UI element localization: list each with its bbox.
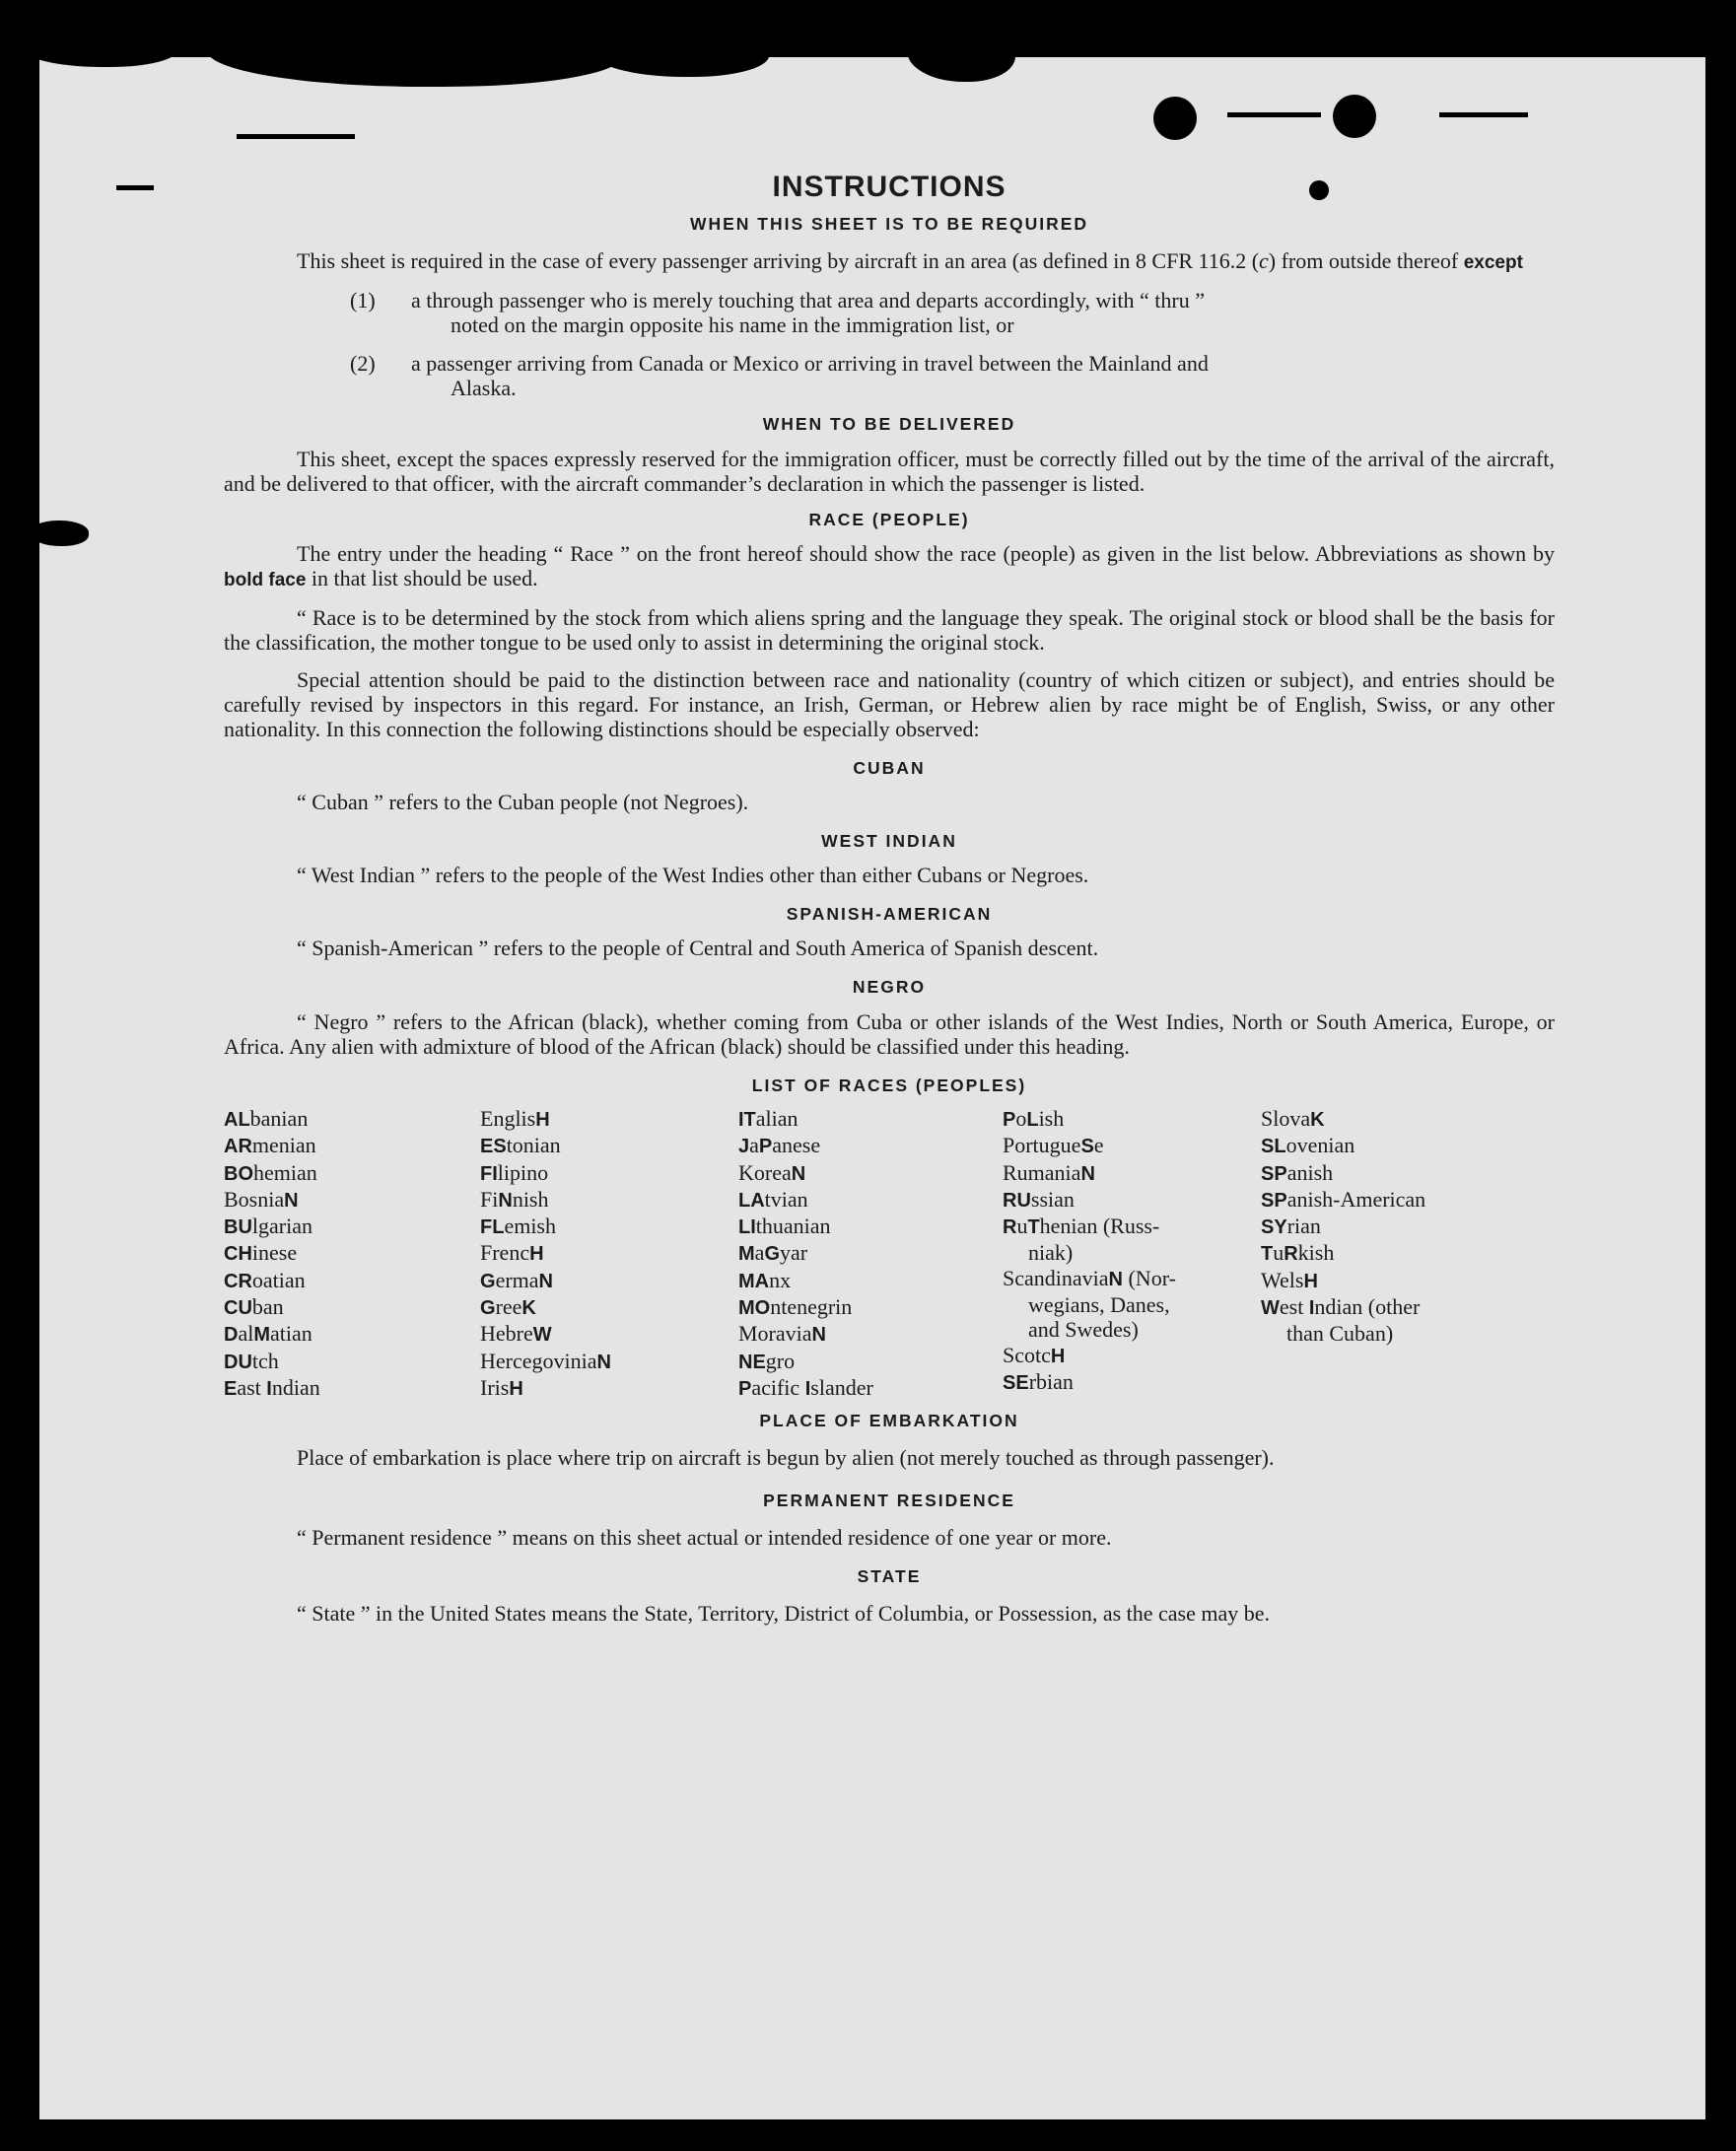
race-entry: FLemish	[480, 1214, 556, 1239]
race-entry: Pacific Islander	[738, 1374, 873, 1400]
heading-west-indian: WEST INDIAN	[821, 831, 957, 851]
race-entry: CRoatian	[224, 1267, 306, 1292]
race-entry: LAtvian	[738, 1186, 808, 1212]
races-column	[1003, 1106, 1261, 1402]
race-entry: RumaniaN	[1003, 1159, 1095, 1185]
embarkation-text: Place of embarkation is place where trip on aircraft is begun by alien (not merely touched as through passenger).	[297, 1445, 1275, 1471]
torn-edge	[116, 185, 154, 190]
race-entry: HercegoviniaN	[480, 1348, 611, 1373]
race-entry: SYrian	[1261, 1214, 1321, 1239]
races-column	[224, 1106, 480, 1402]
race-entry: SlovaK	[1261, 1106, 1325, 1131]
race-entry: PortugueSe	[1003, 1133, 1104, 1158]
race-entry: MoraviaN	[738, 1321, 826, 1347]
race-entry: NEgro	[738, 1348, 796, 1373]
races-list	[224, 1106, 1555, 1402]
race-entry: LIthuanian	[738, 1214, 831, 1239]
race-entry: TuRkish	[1261, 1240, 1335, 1266]
exception-item-2: (2) a passenger arriving from Canada or Mexico or arriving in travel between the Mainland and Alaska.	[350, 351, 1209, 400]
race-entry: KoreaN	[738, 1159, 806, 1185]
west-indian-text: “ West Indian ” refers to the people of the West Indies other than either Cubans or Negroes.	[297, 863, 1089, 887]
race-entry: IrisH	[480, 1374, 523, 1400]
race-entry: FiNnish	[480, 1186, 549, 1212]
race-entry: BosniaN	[224, 1186, 299, 1212]
race-paragraph-1: The entry under the heading “ Race ” on the front hereof should show the race (people) as given in the list below. Abbreviations as shown by bold face in that list should be used.	[224, 541, 1555, 590]
race-entry: GermaN	[480, 1267, 553, 1292]
race-entry: BUlgarian	[224, 1214, 312, 1239]
heading-when-delivered: WHEN TO BE DELIVERED	[762, 414, 1016, 434]
document-sheet	[39, 57, 1705, 2119]
race-entry: SLovenian	[1261, 1133, 1355, 1158]
race-entry: BOhemian	[224, 1159, 317, 1185]
race-entry: JaPanese	[738, 1133, 821, 1158]
torn-edge	[1439, 112, 1528, 117]
race-entry: SPanish	[1261, 1159, 1334, 1185]
race-entry: EStonian	[480, 1133, 561, 1158]
race-entry: SPanish-American	[1261, 1186, 1426, 1212]
race-entry: ScandinaviaN (Nor- wegians, Danes, and Swedes)	[1003, 1265, 1176, 1343]
torn-edge	[237, 134, 355, 139]
race-entry: EnglisH	[480, 1106, 550, 1131]
heading-negro: NEGRO	[852, 977, 927, 997]
exception-item-1: (1) a through passenger who is merely touching that area and departs accordingly, with “ thru ” noted on the margin opposite his name in the immigration list, or	[350, 288, 1205, 337]
torn-edge	[39, 520, 89, 546]
race-entry: CHinese	[224, 1240, 298, 1266]
race-entry: HebreW	[480, 1321, 552, 1347]
cuban-text: “ Cuban ” refers to the Cuban people (not Negroes).	[297, 790, 749, 814]
heading-state: STATE	[857, 1566, 922, 1587]
torn-edge	[907, 57, 1015, 82]
race-entry: MAnx	[738, 1267, 792, 1292]
race-entry: East Indian	[224, 1374, 320, 1400]
delivered-text: This sheet, except the spaces expressly reserved for the immigration officer, must be correctly filled out by the time of the arrival of the aircraft, and be delivered to that officer, with the aircraft commander’s declaration in which the passenger is listed.	[224, 447, 1555, 496]
race-entry: MOntenegrin	[738, 1294, 853, 1320]
race-entry: ScotcH	[1003, 1342, 1066, 1367]
race-entry: ALbanian	[224, 1106, 309, 1131]
torn-edge	[207, 57, 621, 87]
race-entry: CUban	[224, 1294, 284, 1320]
page-title: INSTRUCTIONS	[772, 171, 1007, 203]
race-entry: DUtch	[224, 1348, 279, 1373]
negro-text: “ Negro ” refers to the African (black), whether coming from Cuba or other islands of the West Indies, North or South America, Europe, or Africa. Any alien with admixture of blood of the African (black) should be classified under this heading.	[224, 1009, 1555, 1059]
race-entry: West Indian (other than Cuban)	[1261, 1294, 1421, 1347]
required-intro: This sheet is required in the case of every passenger arriving by aircraft in an area (as defined in 8 CFR 116.2 (c) from outside thereof except	[297, 248, 1523, 273]
race-entry: ITalian	[738, 1106, 799, 1131]
heading-cuban: CUBAN	[853, 758, 926, 778]
residence-text: “ Permanent residence ” means on this sheet actual or intended residence of one year or more.	[297, 1525, 1112, 1551]
race-entry: WelsH	[1261, 1267, 1318, 1292]
race-entry: DalMatian	[224, 1321, 312, 1347]
heading-embarkation: PLACE OF EMBARKATION	[759, 1411, 1019, 1431]
races-column	[480, 1106, 738, 1402]
torn-edge	[1227, 112, 1321, 117]
race-entry: GreeK	[480, 1294, 536, 1320]
race-entry: FrencH	[480, 1240, 544, 1266]
race-entry: SErbian	[1003, 1368, 1074, 1394]
race-paragraph-3: Special attention should be paid to the distinction between race and nationality (country of which citizen or subject), and entries should be carefully revised by inspectors in this regard. For instance, an Irish, German, or Hebrew alien by race might be of English, Swiss, or any other nationality. In this connection the following distinctions should be especially observed:	[224, 667, 1555, 741]
heading-permanent-residence: PERMANENT RESIDENCE	[763, 1491, 1015, 1511]
instructions-content	[224, 168, 1555, 1626]
race-entry: FIlipino	[480, 1159, 549, 1185]
race-entry: ARmenian	[224, 1133, 316, 1158]
race-entry: PoLish	[1003, 1106, 1065, 1131]
state-text: “ State ” in the United States means the State, Territory, District of Columbia, or Possession, as the case may be.	[297, 1601, 1271, 1627]
race-entry: RuThenian (Russ- niak)	[1003, 1214, 1160, 1266]
punch-hole	[1333, 95, 1376, 138]
punch-hole	[1153, 97, 1197, 140]
spanish-american-text: “ Spanish-American ” refers to the people of Central and South America of Spanish descent.	[297, 936, 1099, 960]
heading-when-required: WHEN THIS SHEET IS TO BE REQUIRED	[689, 214, 1089, 234]
races-column	[738, 1106, 1003, 1402]
heading-list-of-races: LIST OF RACES (PEOPLES)	[751, 1076, 1027, 1095]
heading-spanish-american: SPANISH-AMERICAN	[786, 904, 993, 924]
race-paragraph-2: “ Race is to be determined by the stock from which aliens spring and the language they speak. The original stock or blood shall be the basis for the classification, the mother tongue to be used only to assist in determining the original stock.	[224, 605, 1555, 655]
heading-race: RACE (PEOPLE)	[808, 510, 970, 529]
torn-edge	[591, 57, 769, 77]
race-entry: MaGyar	[738, 1240, 808, 1266]
torn-edge	[39, 57, 177, 67]
races-column	[1261, 1106, 1547, 1402]
race-entry: RUssian	[1003, 1186, 1075, 1212]
